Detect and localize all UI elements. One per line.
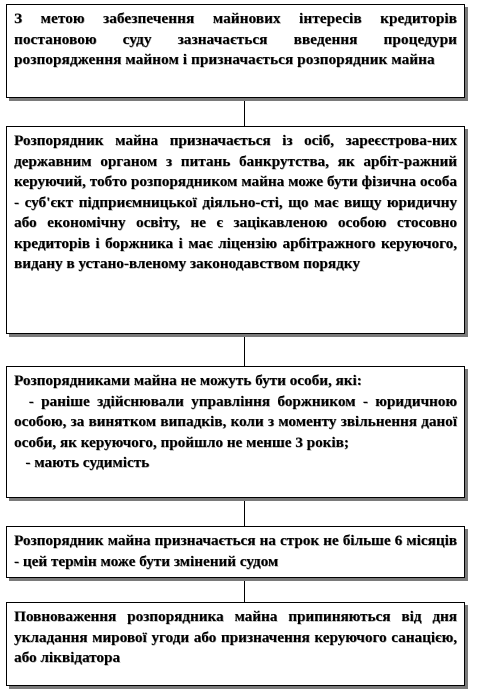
connector-1-2 <box>244 98 245 126</box>
box-termination-of-powers-text: Повноваження розпорядника майна припиняються від дня укладання мирової угоди або призначення керуючого санацією, або ліквідатора <box>14 608 457 666</box>
connector-4-5 <box>244 578 245 602</box>
box-manager-appointment <box>6 126 465 334</box>
box-ineligible-persons-item-2: - мають судимість <box>14 454 150 471</box>
box-court-ruling <box>6 4 465 98</box>
box-term-of-appointment <box>6 526 465 578</box>
box-term-of-appointment-text: Розпорядник майна призначається на строк не більше 6 місяців - цей термін може бути змінений судом <box>14 532 457 570</box>
box-manager-appointment-text: Розпорядник майна призначається із осіб, зареєстрова-них державним органом з питань банкрутства, як арбіт-ражний керуючий, тобто розпорядником майна може бути фізична особа - суб'єкт підприємницької діяльно-сті, що має вищу юридичну або економічну освіту, не є зацікавленою особою стосовно кредиторів і боржника і має ліцензію арбітражного керуючого, видану в устано-вленому законодавством порядку <box>14 132 457 272</box>
connector-2-3 <box>244 334 245 366</box>
connector-3-4 <box>244 498 245 526</box>
box-ineligible-persons <box>6 366 465 498</box>
box-termination-of-powers <box>6 602 465 686</box>
box-court-ruling-text: З метою забезпечення майнових інтересів кредиторів постановою суду зазначається введення процедури розпорядження майном і призначається розпорядник майна <box>14 10 457 68</box>
box-ineligible-persons-heading: Розпорядниками майна не можуть бути особи, які: <box>14 372 362 389</box>
box-ineligible-persons-item-1: - раніше здійснювали управління боржником - юридичною особою, за винятком випадків, коли з моменту звільнення даної особи, як керуючого, пройшло не менше 3 років; <box>14 392 461 451</box>
